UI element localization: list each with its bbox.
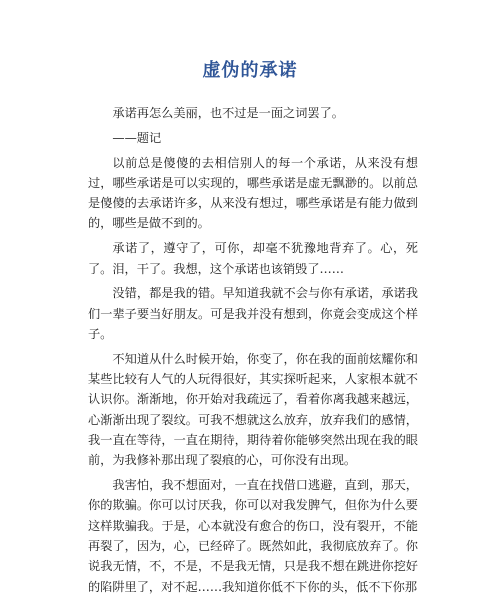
paragraph: 没错，都是我的错。早知道我就不会与你有承诺，承诺我们一辈子要当好朋友。可是我并没有想到，你竟会变成这个样子。 (88, 286, 418, 341)
paragraph: 不知道从什么时候开始，你变了，你在我的面前炫耀你和某些比较有人气的人玩得很好，其实探听起来，人家根本就不认识你。渐渐地，你开始对我疏远了，看着你离我越来越远，心渐渐出现了裂纹。可我不想就这么放弃，放弃我们的感情，我一直在等待，一直在期待，期待着你能够突然出现在我的眼前，为我修补那出现了裂痕的心，可你没有出现。 (88, 351, 418, 468)
paragraph: 承诺了，遵守了，可你，却毫不犹豫地背弃了。心，死了。泪，干了。我想，这个承诺也该销毁了…… (88, 241, 418, 276)
document-body (88, 103, 418, 601)
epigraph-signature: ——题记 (112, 130, 162, 145)
paragraph: 我害怕，我不想面对，一直在找借口逃避，直到，那天，你的欺骗。你可以讨厌我，你可以对我发脾气，但你为什么要这样欺骗我。于是，心本就没有愈合的伤口，没有裂开，不能再裂了，因为，心，已经碎了。既然如此，我彻底放弃了。你说我无情，不，不是，不是我无情，只是我不想在跳进你挖好的陷阱里了，对不起……我知道你低不下你的头，低不下你那 (88, 478, 418, 594)
page-title: 虚伪的承诺 (202, 60, 298, 81)
paragraph: 以前总是傻傻的去相信别人的每一个承诺，从来没有想过，哪些承诺是可以实现的，哪些承诺是虚无飘渺的。以前总是傻傻的去承诺许多，从来没有想过，哪些承诺是有能力做到的，哪些是做不到的。 (88, 155, 418, 231)
paragraph: 承诺再怎么美丽，也不过是一面之词罢了。 (112, 106, 344, 120)
